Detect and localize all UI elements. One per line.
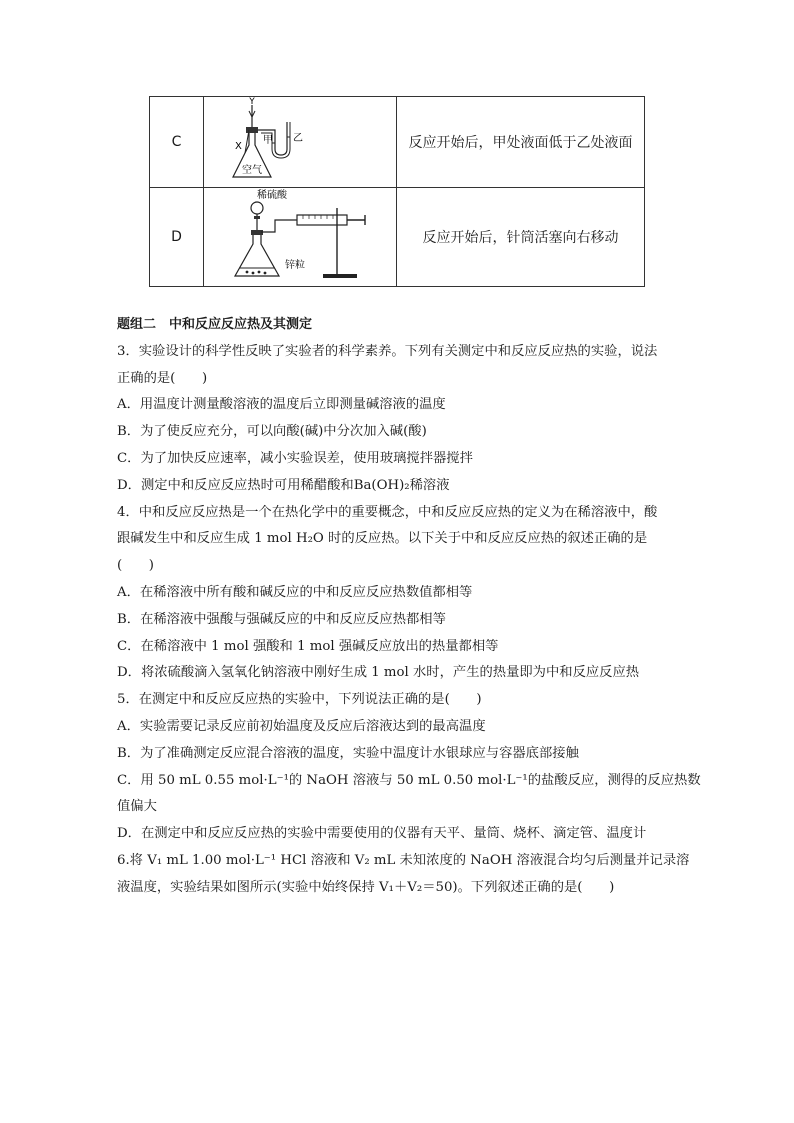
question-line: 液温度，实验结果如图所示(实验中始终保持 V₁＋V₂＝50)。下列叙述正确的是( ) [117, 879, 615, 895]
question-line: 6.将 V₁ mL 1.00 mol·L⁻¹ HCl 溶液和 V₂ mL 未知浓度的 NaOH 溶液混合均匀后测量并记录溶 [117, 852, 690, 868]
section-title: 题组二 中和反应反应热及其测定 [117, 317, 313, 332]
question-line: A．在稀溶液中所有酸和碱反应的中和反应反应热数值都相等 [117, 584, 473, 600]
question-line: 3．实验设计的科学性反映了实验者的科学素养。下列有关测定中和反应反应热的实验，说法 [117, 343, 658, 359]
label-dilute-sulfuric-acid: 稀硫酸 [257, 190, 287, 201]
question-line: D．测定中和反应反应热时可用稀醋酸和Ba(OH)₂稀溶液 [117, 477, 450, 493]
table-row [150, 188, 645, 287]
question-line: A．用温度计测量酸溶液的温度后立即测量碱溶液的温度 [117, 397, 446, 413]
question-line: B．为了使反应充分，可以向酸(碱)中分次加入碱(酸) [117, 424, 427, 440]
option-description: 反应开始后，甲处液面低于乙处液面 [397, 97, 645, 188]
question-line: 4．中和反应反应热是一个在热化学中的重要概念，中和反应反应热的定义为在稀溶液中，酸 [117, 504, 658, 520]
option-label: D [150, 188, 204, 287]
apparatus-c-figure [204, 97, 397, 188]
question-line: 5．在测定中和反应反应热的实验中，下列说法正确的是( ) [117, 692, 482, 708]
apparatus-d-diagram [205, 188, 395, 282]
label-air: 空气 [242, 165, 262, 176]
table-row [150, 97, 645, 188]
question-line: C．为了加快反应速率，减小实验误差，使用玻璃搅拌器搅拌 [117, 450, 473, 466]
question-line: 值偏大 [117, 799, 157, 815]
question-content [117, 312, 701, 902]
options-table [149, 96, 645, 287]
question-line: B．在稀溶液中强酸与强碱反应的中和反应反应热都相等 [117, 611, 446, 627]
option-label: C [150, 97, 204, 188]
question-line: ( ) [117, 558, 154, 574]
question-line: D．在测定中和反应反应热的实验中需要使用的仪器有天平、量筒、烧杯、滴定管、温度计 [117, 826, 647, 842]
question-line: 跟碱发生中和反应生成 1 mol H₂O 时的反应热。以下关于中和反应反应热的叙述正确的是 [117, 531, 648, 547]
question-line: B．为了准确测定反应混合溶液的温度，实验中温度计水银球应与容器底部接触 [117, 745, 579, 761]
question-line: C．用 50 mL 0.55 mol·L⁻¹的 NaOH 溶液与 50 mL 0.50 mol·L⁻¹的盐酸反应，测得的反应热数 [117, 772, 701, 788]
question-line: C．在稀溶液中 1 mol 强酸和 1 mol 强碱反应放出的热量都相等 [117, 638, 499, 654]
label-y: Y [249, 97, 255, 107]
question-line: 正确的是( ) [117, 370, 208, 386]
question-line: A．实验需要记录反应前初始温度及反应后溶液达到的最高温度 [117, 718, 486, 734]
apparatus-c-diagram [205, 97, 395, 183]
label-x: X [235, 141, 242, 152]
question-line: D．将浓硫酸滴入氢氧化钠溶液中刚好生成 1 mol 水时，产生的热量即为中和反应反应热 [117, 665, 640, 681]
apparatus-d-figure [204, 188, 397, 287]
label-yi: 乙 [293, 133, 303, 144]
option-description: 反应开始后，针筒活塞向右移动 [397, 188, 645, 287]
label-jia: 甲 [263, 135, 273, 146]
label-zinc-granules: 锌粒 [285, 260, 305, 271]
